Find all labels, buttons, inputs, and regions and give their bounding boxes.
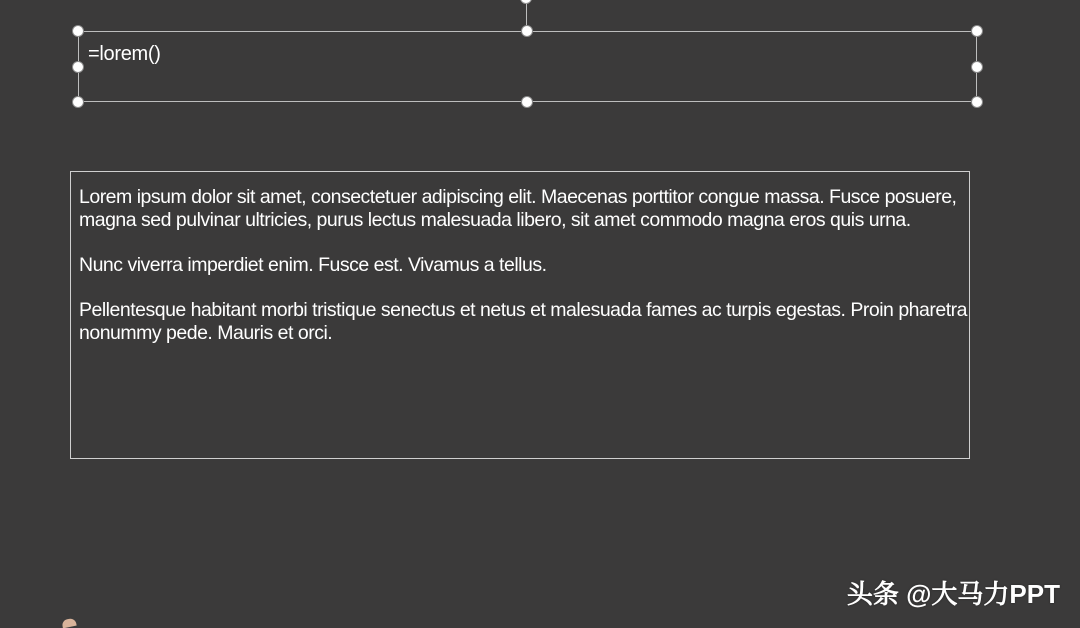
resize-handle-bottom-center[interactable]: [521, 96, 533, 108]
formula-text[interactable]: =lorem(): [88, 43, 161, 65]
resize-handle-middle-left[interactable]: [72, 61, 84, 73]
resize-handle-top-left[interactable]: [72, 25, 84, 37]
resize-handle-top-right[interactable]: [971, 25, 983, 37]
resize-handle-bottom-left[interactable]: [72, 96, 84, 108]
lorem-paragraph-3: Pellentesque habitant morbi tristique senectus et netus et malesuada fames ac turpis egestas. Proin pharetra nonummy pede. Mauris et orci.: [79, 299, 967, 344]
lorem-paragraph-2: Nunc viverra imperdiet enim. Fusce est. Vivamus a tellus.: [79, 254, 547, 276]
watermark: 头条 @大马力PPT: [846, 579, 1060, 609]
cursor-fragment: [61, 618, 76, 628]
lorem-paragraph-1: Lorem ipsum dolor sit amet, consectetuer adipiscing elit. Maecenas porttitor congue massa. Fusce posuere, magna sed pulvinar ultricies, purus lectus malesuada libero, sit amet commodo magna eros quis urna.: [79, 186, 957, 231]
rotate-handle[interactable]: [520, 0, 532, 4]
selected-text-box[interactable]: [78, 31, 977, 102]
lorem-text-box[interactable]: [70, 171, 970, 459]
resize-handle-bottom-right[interactable]: [971, 96, 983, 108]
resize-handle-middle-right[interactable]: [971, 61, 983, 73]
resize-handle-top-center[interactable]: [521, 25, 533, 37]
